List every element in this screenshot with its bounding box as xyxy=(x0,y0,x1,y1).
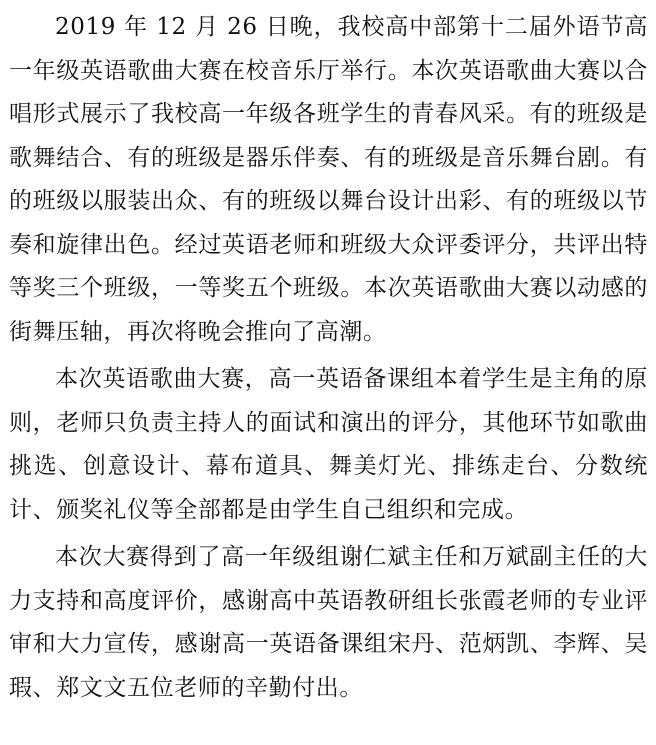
paragraph-1: 2019 年 12 月 26 日晚，我校高中部第十二届外语节高一年级英语歌曲大赛在校音乐厅举行。本次英语歌曲大赛以合唱形式展示了我校高一年级各班学生的青春风采。有的班级是歌舞结合、有的班级是器乐伴奏、有的班级是音乐舞台剧。有的班级以服装出众、有的班级以舞台设计出彩、有的班级以节奏和旋律出色。经过英语老师和班级大众评委评分，共评出特等奖三个班级，一等奖五个班级。本次英语歌曲大赛以动感的街舞压轴，再次将晚会推向了高潮。 xyxy=(9,14,648,345)
paragraph-3: 本次大赛得到了高一年级组谢仁斌主任和万斌副主任的大力支持和高度评价，感谢高中英语教研组长张霞老师的专业评审和大力宣传，感谢高一英语备课组宋丹、范炳凯、李辉、吴瑕、郑文文五位老师的辛勤付出。 xyxy=(9,544,648,701)
paragraph-2: 本次英语歌曲大赛，高一英语备课组本着学生是主角的原则，老师只负责主持人的面试和演出的评分，其他环节如歌曲挑选、创意设计、幕布道具、舞美灯光、排练走台、分数统计、颁奖礼仪等全部都是由学生自己组织和完成。 xyxy=(9,366,648,523)
